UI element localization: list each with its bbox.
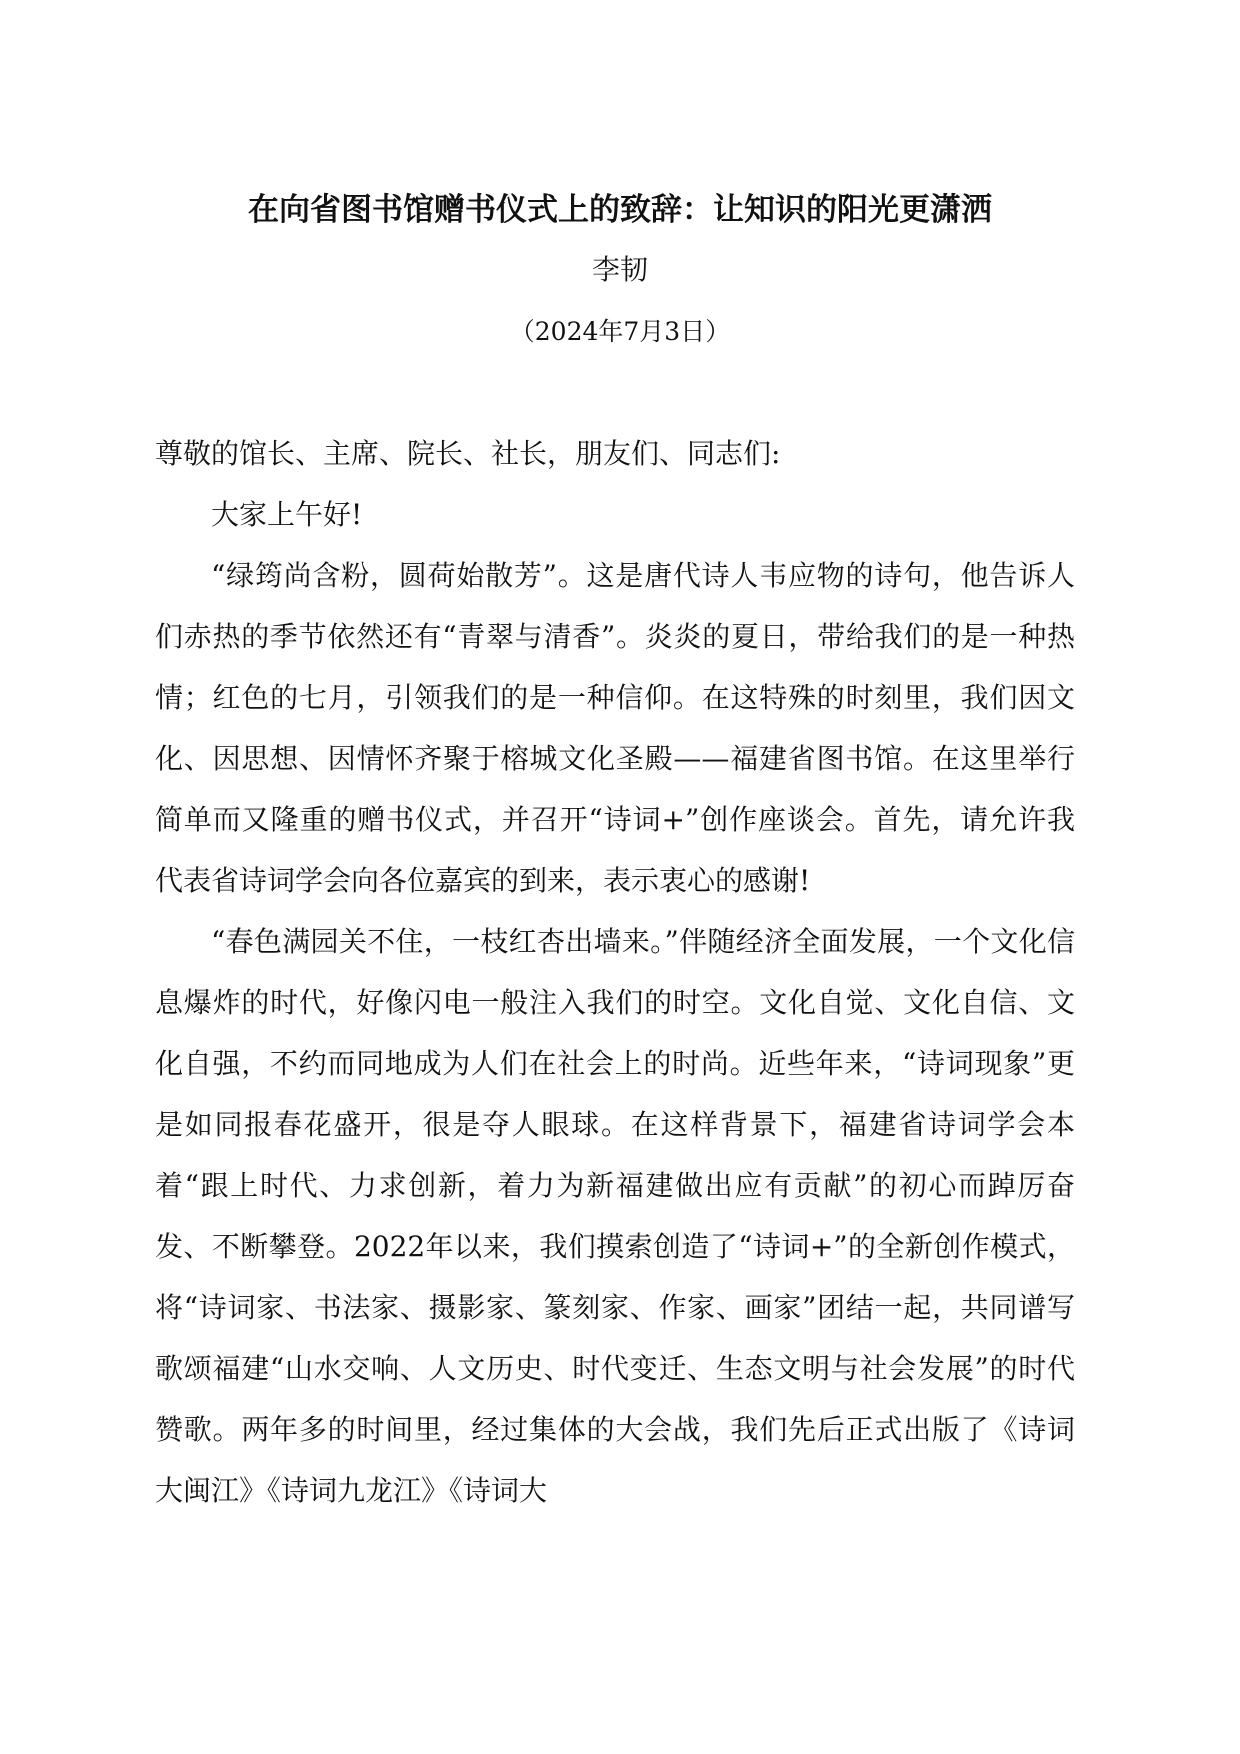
salutation: 尊敬的馆长、主席、院长、社长，朋友们、同志们:: [155, 437, 781, 470]
body-paragraph: “绿筠尚含粉，圆荷始散芳”。这是唐代诗人韦应物的诗句，他告诉人们赤热的季节依然还有“青翠与清香”。炎炎的夏日，带给我们的是一种热情；红色的七月，引领我们的是一种信仰。在这特殊的时刻里，我们因文化、因思想、因情怀齐聚于榕城文化圣殿——福建省图书馆。在这里举行简单而又隆重的赠书仪式，并召开“诗词+”创作座谈会。首先，请允许我代表省诗词学会向各位嘉宾的到来，表示衷心的感谢!: [155, 559, 1075, 897]
body-paragraph: “春色满园关不住，一枝红杏出墙来。”伴随经济全面发展，一个文化信息爆炸的时代，好像闪电一般注入我们的时空。文化自觉、文化自信、文化自强，不约而同地成为人们在社会上的时尚。近些年来，“诗词现象”更是如同报春花盛开，很是夺人眼球。在这样背景下，福建省诗词学会本着“跟上时代、力求创新，着力为新福建做出应有贡献”的初心而踔厉奋发、不断攀登。2022年以来，我们摸索创造了“诗词+”的全新创作模式，将“诗词家、书法家、摄影家、篆刻家、作家、画家”团结一起，共同谱写歌颂福建“山水交响、人文历史、时代变迁、生态文明与社会发展”的时代赞歌。两年多的时间里，经过集体的大会战，我们先后正式出版了《诗词大闽江》《诗词九龙江》《诗词大: [155, 925, 1075, 1507]
document-title: 在向省图书馆赠书仪式上的致辞：让知识的阳光更潇洒: [248, 192, 992, 228]
greeting: 大家上午好!: [211, 498, 363, 531]
speech-date: （2024年7月3日）: [509, 317, 731, 346]
speech-body: [155, 423, 1075, 1521]
author-name: 李韧: [591, 253, 648, 286]
